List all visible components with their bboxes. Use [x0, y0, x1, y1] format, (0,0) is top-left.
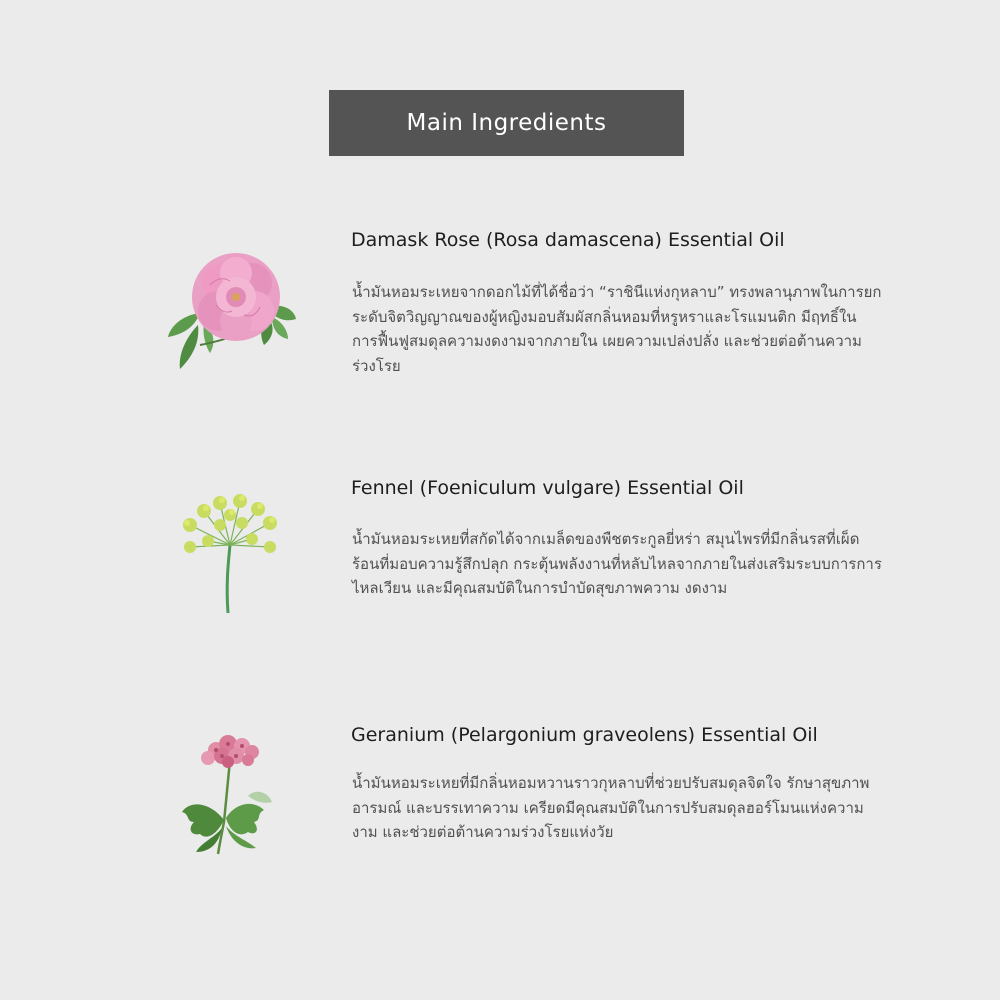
rose-flower-icon [160, 245, 300, 385]
geranium-flower-icon [160, 722, 300, 862]
section-header [329, 90, 684, 156]
ingredient-name: Geranium (Pelargonium graveolens) Essential Oil [351, 724, 818, 746]
section-title: Main Ingredients [406, 110, 607, 136]
ingredient-name: Fennel (Foeniculum vulgare) Essential Oil [351, 477, 744, 499]
ingredient-description: น้ำมันหอมระเหยที่มีกลิ่นหอมหวานราวกุหลาบที่ช่วยปรับสมดุลจิตใจ รักษาสุขภาพอารมณ์ และบรรเทาความ เครียดมีคุณสมบัติในการปรับสมดุลฮอร์โมนแห่งความงาม และช่วยต่อต้านความร่วงโรยแห่งวัย [352, 774, 870, 841]
fennel-flower-icon [160, 485, 300, 625]
ingredient-description: น้ำมันหอมระเหยจากดอกไม้ที่ได้ชื่อว่า “ราชินีแห่งกุหลาบ” ทรงพลานุภาพในการยกระดับจิตวิญญาณของผู้หญิงมอบสัมผัสกลิ่นหอมที่หรูหราและโรแมนติก มีฤทธิ์ในการฟื้นฟูสมดุลความงดงามจากภายใน เผยความเปล่งปลั่ง และช่วยต่อต้านความร่วงโรย [352, 283, 882, 375]
ingredient-name: Damask Rose (Rosa damascena) Essential Oil [351, 229, 785, 251]
ingredient-description: น้ำมันหอมระเหยที่สกัดได้จากเมล็ดของพืชตระกูลยี่หร่า สมุนไพรที่มีกลิ่นรสที่เผ็ดร้อนที่มอบความรู้สึกปลุก กระตุ้นพลังงานที่หลับไหลจากภายในส่งเสริมระบบการการไหลเวียน และมีคุณสมบัติในการบำบัดสุขภาพความ งดงาม [352, 530, 882, 597]
